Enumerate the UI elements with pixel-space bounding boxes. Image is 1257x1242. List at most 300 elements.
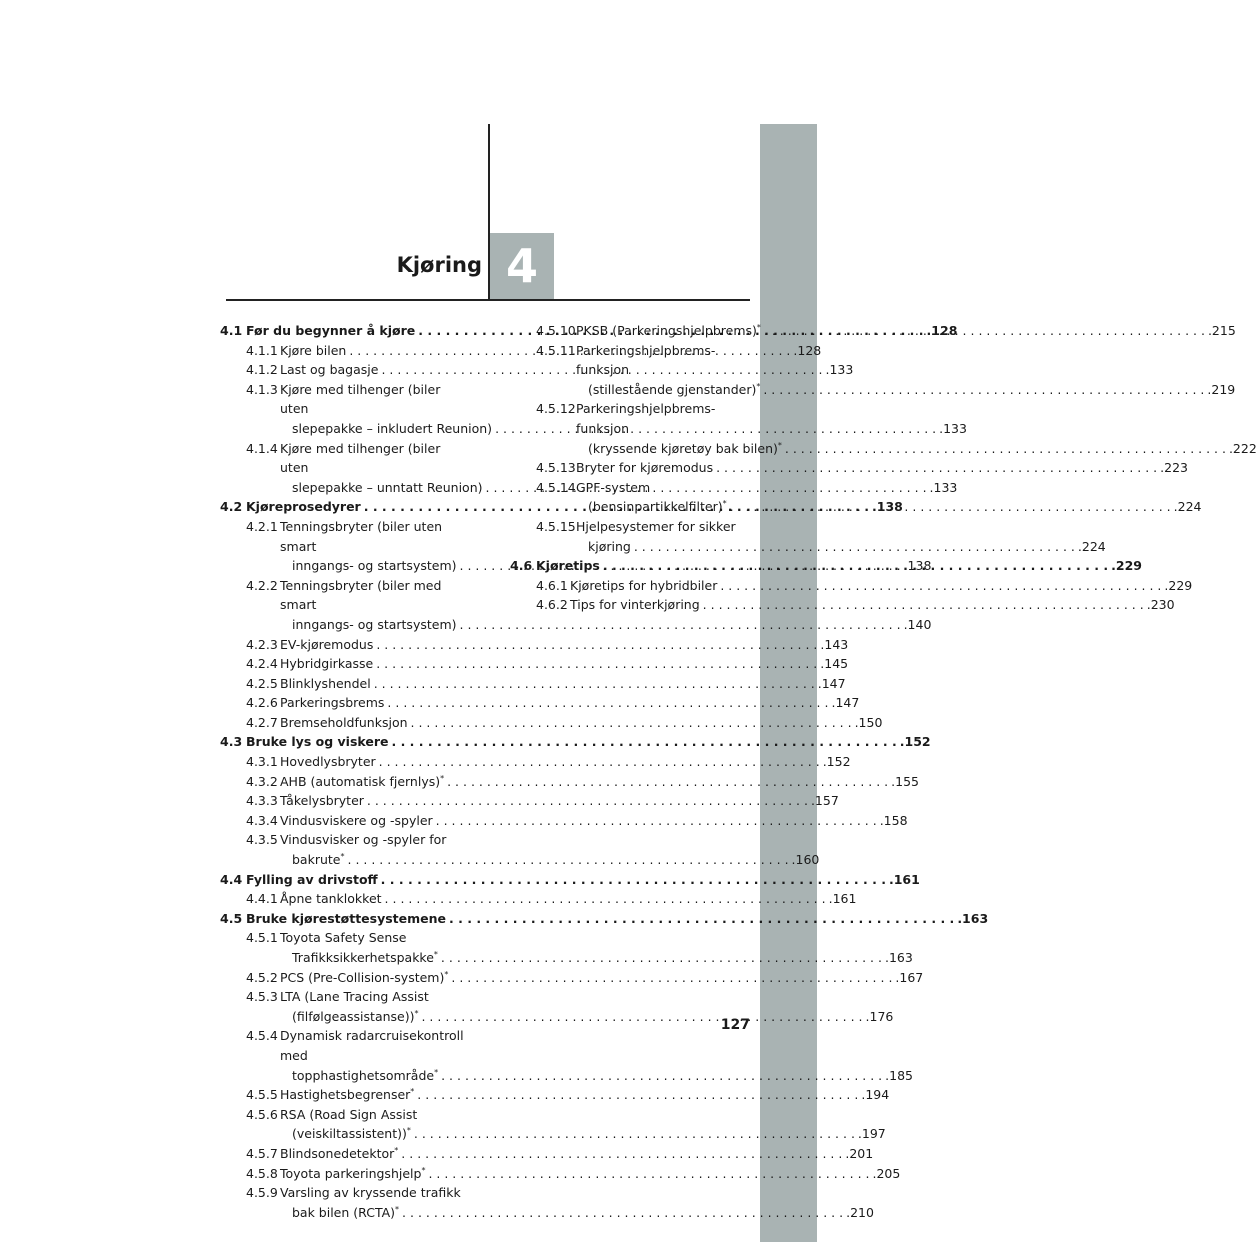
dot-leader <box>402 1205 843 1220</box>
toc-entry-page: .229 <box>1111 558 1142 574</box>
toc-entry-title <box>536 558 600 573</box>
toc-entry-number: 4.5.3 <box>246 989 278 1005</box>
dot-leader <box>447 774 888 789</box>
toc-entry-page: .163 <box>957 910 989 926</box>
toc-entry-leader-row <box>570 576 1193 596</box>
toc-entry-page: .163 <box>884 950 913 965</box>
dot-leader <box>387 695 828 710</box>
toc-entry-title <box>292 1126 411 1141</box>
toc-entry-title-text: topphastighetsområde <box>292 1067 435 1083</box>
dot-leader <box>763 382 1204 397</box>
dot-leader <box>634 539 1075 554</box>
toc-entry-title <box>280 637 373 652</box>
dot-leader <box>441 1068 882 1083</box>
toc-subsection-entry[interactable] <box>510 576 1193 596</box>
footnote-asterisk: * <box>777 440 782 450</box>
toc-entry-page: .161 <box>828 891 857 907</box>
toc-entry-page: .160 <box>791 852 820 868</box>
toc-entry-title-text: Hybridgirkasse <box>280 656 374 672</box>
toc-entry-title <box>570 578 717 593</box>
toc-entry-title <box>576 460 713 475</box>
toc-entry-body <box>570 576 1193 596</box>
toc-entry-title <box>588 441 782 456</box>
toc-entry-title <box>280 813 433 828</box>
toc-entry-title-text: Før du begynner å kjøre <box>246 323 416 338</box>
toc-subsection-entry[interactable] <box>220 1105 886 1144</box>
toc-entry-title-text: Kjøre bilen <box>280 342 347 358</box>
toc-entry-page: .128 <box>926 323 958 338</box>
toc-entry-title-text: Parkeringsbrems <box>280 695 385 711</box>
toc-entry-leader-row <box>280 1066 913 1086</box>
toc-entry-body <box>280 1183 874 1222</box>
footnote-asterisk: * <box>756 323 761 332</box>
toc-entry-title <box>280 676 371 691</box>
toc-subsection-entry[interactable] <box>510 458 1188 478</box>
toc-entry-body <box>280 674 846 694</box>
toc-entry-title-text: slepepakke – inkludert Reunion) <box>292 420 493 436</box>
toc-entry-title-text: (veiskiltassistent)) <box>292 1126 407 1142</box>
toc-entry-title <box>280 343 346 358</box>
toc-entry-title-text: Blindsonedetektor <box>280 1145 395 1161</box>
toc-subsection-entry[interactable] <box>220 1183 874 1222</box>
toc-entry-number: 4.1.3 <box>246 381 278 397</box>
dot-leader <box>401 1146 842 1161</box>
toc-entry-title-text: bak bilen (RCTA) <box>292 1204 396 1220</box>
toc-entry-number: 4.5.2 <box>246 969 278 985</box>
toc-entry-number: 4.1 <box>220 323 243 338</box>
toc-entry-title-text: Fylling av drivstoff <box>246 871 378 887</box>
toc-entry-leader-row <box>280 635 849 655</box>
toc-entry-title-text: Blinklyshendel <box>280 675 371 691</box>
toc-entry-leader-row <box>246 870 920 890</box>
dot-leader <box>436 813 877 828</box>
toc-entry-title-text: (stillestående gjenstander) <box>588 381 757 397</box>
dot-leader <box>451 970 892 985</box>
toc-subsection-entry[interactable] <box>510 595 1175 615</box>
dot-leader <box>441 950 882 965</box>
toc-entry-title <box>292 421 492 436</box>
toc-entry-page: .223 <box>1160 460 1188 476</box>
toc-entry-number: 4.3 <box>220 734 243 750</box>
toc-entry-number: 4.5.13 <box>536 460 576 476</box>
toc-entry-title-line: RSA (Road Sign Assist <box>280 1106 418 1122</box>
toc-entry-leader-row <box>280 772 919 792</box>
toc-entry-title-text: Tips for vinterkjøring <box>570 597 700 613</box>
toc-entry-leader-row <box>280 1124 886 1144</box>
toc-entry-page: .219 <box>1207 381 1236 397</box>
chapter-number-box <box>490 233 554 299</box>
toc-subsection-entry[interactable] <box>220 752 851 772</box>
footnote-asterisk: * <box>406 1126 411 1136</box>
toc-entry-title <box>570 597 700 612</box>
dot-leader <box>411 715 852 730</box>
toc-entry-body <box>576 458 1188 478</box>
toc-entry-number: 4.6.1 <box>536 577 568 593</box>
toc-entry-title-text: Bruke lys og viskere <box>246 734 389 750</box>
toc-entry-title-line: Tenningsbryter (biler med smart <box>280 577 442 613</box>
toc-entry-title <box>588 382 760 397</box>
dot-leader <box>348 852 789 867</box>
toc-entry-title <box>292 1205 399 1220</box>
toc-entry-number: 4.2.2 <box>246 577 278 593</box>
dot-leader <box>730 499 1171 514</box>
toc-entry-page: .155 <box>891 773 919 789</box>
toc-entry-number: 4.3.5 <box>246 832 278 848</box>
dot-leader <box>460 617 901 632</box>
toc-entry-leader-row <box>280 1164 901 1184</box>
toc-entry-page: .197 <box>857 1126 886 1142</box>
toc-entry-page: .230 <box>1146 597 1175 613</box>
toc-entry-title-line: Tenningsbryter (biler uten smart <box>280 518 443 554</box>
toc-entry-page: .147 <box>817 675 846 691</box>
toc-subsection-entry[interactable] <box>510 517 1106 556</box>
toc-entry-body <box>280 772 919 792</box>
toc-entry-page: .194 <box>861 1087 890 1103</box>
toc-entry-title <box>576 323 761 338</box>
toc-entry-title-text: kjøring <box>588 538 631 554</box>
toc-entry-number: 4.5.6 <box>246 1106 278 1122</box>
page-number: 127 <box>720 1017 750 1033</box>
dot-leader <box>449 911 954 926</box>
dot-leader <box>385 891 826 906</box>
toc-entry-page: .215 <box>1207 323 1236 338</box>
toc-entry-number: 4.5.9 <box>246 1185 278 1201</box>
toc-entry-body <box>280 693 860 713</box>
toc-entry-leader-row <box>280 713 883 733</box>
toc-entry-leader-row <box>280 615 932 635</box>
toc-entry-page: .176 <box>865 1008 894 1024</box>
toc-section-entry[interactable] <box>220 732 931 752</box>
toc-entry-title <box>292 480 483 495</box>
toc-subsection-entry[interactable] <box>220 674 846 694</box>
toc-entry-leader-row <box>280 850 820 870</box>
toc-entry-title <box>280 1087 414 1102</box>
toc-entry-page: .138 <box>903 558 932 574</box>
toc-entry-page: .224 <box>1173 499 1202 515</box>
toc-entry-body <box>280 654 849 674</box>
toc-entry-number: 4.2.5 <box>246 675 278 691</box>
toc-entry-body <box>280 968 924 988</box>
toc-entry-page: .138 <box>872 499 903 515</box>
toc-entry-title <box>246 911 446 926</box>
toc-entry-body <box>280 811 908 831</box>
toc-entry-title <box>292 1068 438 1083</box>
footnote-asterisk: * <box>410 1087 415 1097</box>
footnote-asterisk: * <box>421 1165 426 1175</box>
toc-entry-leader-row <box>280 948 913 968</box>
toc-entry-title-text: Bruke kjørestøttesystemene <box>246 910 447 926</box>
toc-entry-page: .143 <box>820 636 849 652</box>
dot-leader <box>720 578 1161 593</box>
footnote-asterisk: * <box>433 950 438 959</box>
dot-leader <box>764 323 1205 338</box>
toc-entry-title-text: EV-kjøremodus <box>280 636 374 652</box>
toc-entry-leader-row <box>246 909 989 929</box>
toc-entry-body <box>280 1144 874 1164</box>
toc-entry-page: .157 <box>810 793 839 809</box>
toc-entry-body <box>280 713 883 733</box>
dot-leader <box>428 1166 869 1181</box>
toc-subsection-entry[interactable] <box>220 1144 874 1164</box>
footnote-asterisk: * <box>414 1008 419 1018</box>
toc-entry-page: .150 <box>854 714 883 730</box>
toc-subsection-entry[interactable] <box>220 1164 901 1184</box>
toc-entry-body <box>280 889 857 909</box>
toc-entry-leader-row <box>570 595 1175 615</box>
toc-entry-title <box>280 793 364 808</box>
toc-entry-number: 4.3.3 <box>246 793 278 809</box>
toc-subsection-entry[interactable] <box>220 968 924 988</box>
toc-entry-leader-row <box>280 1085 890 1105</box>
dot-leader <box>367 793 808 808</box>
toc-entry-number: 4.1.2 <box>246 362 278 378</box>
toc-entry-title-text: Åpne tanklokket <box>280 891 382 907</box>
toc-entry-leader-row <box>576 537 1106 557</box>
toc-entry-title <box>280 1146 398 1161</box>
dot-leader <box>376 656 817 671</box>
toc-entry-leader-row <box>280 752 851 772</box>
toc-entry-body <box>280 1026 913 1085</box>
toc-entry-page: .145 <box>820 656 849 672</box>
footnote-asterisk: * <box>440 773 445 783</box>
toc-subsection-entry[interactable] <box>220 830 820 869</box>
toc-entry-title-line: Hjelpesystemer for sikker <box>576 518 736 534</box>
toc-entry-title <box>280 970 448 985</box>
toc-entry-body <box>570 595 1175 615</box>
toc-entry-title-line: Dynamisk radarcruisekontroll med <box>280 1028 464 1063</box>
toc-entry-page: .210 <box>846 1204 874 1220</box>
toc-subsection-entry[interactable] <box>220 713 883 733</box>
toc-entry-leader-row <box>576 380 1236 400</box>
toc-entry-leader-row <box>280 968 924 988</box>
toc-entry-page: .185 <box>885 1067 913 1083</box>
footnote-asterisk: * <box>340 852 345 862</box>
toc-entry-number: 4.5.5 <box>246 1087 278 1103</box>
toc-entry-title-text: (filfølgeassistanse)) <box>292 1008 415 1024</box>
toc-entry-title-text: (kryssende kjøretøy bak bilen) <box>588 440 778 456</box>
header-horizontal-rule <box>226 299 750 301</box>
toc-entry-title <box>280 774 444 789</box>
toc-entry-title <box>292 558 457 573</box>
toc-entry-page: .140 <box>903 616 932 632</box>
toc-entry-body <box>280 1085 890 1105</box>
toc-entry-page: .152 <box>822 754 851 770</box>
toc-entry-leader-row <box>576 458 1188 478</box>
toc-entry-title-text: Bremseholdfunksjon <box>280 714 408 730</box>
toc-entry-leader-row <box>280 693 860 713</box>
toc-subsection-entry[interactable] <box>220 928 913 967</box>
toc-entry-title-line: Parkeringshjelpbrems-funksjon <box>576 342 716 378</box>
toc-entry-page: .161 <box>888 871 920 887</box>
toc-entry-title <box>246 872 378 887</box>
toc-entry-title <box>280 362 378 377</box>
toc-entry-body <box>280 1164 901 1184</box>
toc-entry-title-text: Kjøretips for hybridbiler <box>570 577 718 593</box>
toc-entry-title-line: GPF-system <box>576 479 651 495</box>
toc-entry-title-text: Kjøretips <box>536 558 600 574</box>
toc-subsection-entry[interactable] <box>220 1026 913 1085</box>
toc-entry-title-line: Vindusvisker og -spyler for <box>280 832 447 848</box>
toc-entry-title-text: (bensinpartikkelfilter) <box>588 499 723 515</box>
toc-entry-title <box>280 891 382 906</box>
toc-entry-body <box>280 1105 886 1144</box>
dot-leader <box>379 754 820 769</box>
toc-entry-title-text: inngangs- og startsystem) <box>292 558 457 574</box>
toc-entry-page: .222 <box>1228 440 1257 456</box>
toc-entry-page: .128 <box>793 342 822 358</box>
toc-entry-leader-row <box>280 889 857 909</box>
toc-entry-page: .205 <box>872 1165 901 1181</box>
toc-entry-number: 4.5.10 <box>536 323 576 338</box>
toc-entry-title-text: PCS (Pre-Collision-system) <box>280 969 445 985</box>
footnote-asterisk: * <box>395 1204 400 1214</box>
toc-entry-leader-row <box>280 811 908 831</box>
toc-subsection-entry[interactable] <box>220 654 849 674</box>
toc-entry-title-text: Toyota parkeringshjelp <box>280 1165 422 1181</box>
toc-entry-title-text: Hastighetsbegrenser <box>280 1087 411 1103</box>
toc-entry-number: 4.5.8 <box>246 1165 278 1181</box>
toc-entry-body <box>280 830 820 869</box>
toc-entry-number: 4.1.4 <box>246 440 278 456</box>
toc-section-entry[interactable] <box>220 870 920 890</box>
toc-entry-page: .133 <box>825 362 854 378</box>
toc-entry-title-text: Bryter for kjøremodus <box>576 460 714 476</box>
toc-section-entry[interactable] <box>220 909 989 929</box>
toc-entry-number: 4.5.12 <box>536 401 576 417</box>
toc-entry-title <box>246 323 415 338</box>
toc-entry-number: 4.5 <box>220 910 243 926</box>
toc-entry-title-text: slepepakke – unntatt Reunion) <box>292 479 483 495</box>
toc-entry-page: .224 <box>1077 538 1106 554</box>
toc-entry-leader-row <box>280 654 849 674</box>
toc-entry-title-line: Parkeringshjelpbrems-funksjon <box>576 401 716 436</box>
toc-entry-title <box>280 754 376 769</box>
toc-entry-leader-row <box>280 1144 874 1164</box>
toc-entry-number: 4.5.1 <box>246 930 278 946</box>
toc-entry-number: 4.5.14 <box>536 479 576 495</box>
toc-entry-number: 4.2.4 <box>246 656 278 672</box>
toc-entry-title <box>292 1009 418 1024</box>
toc-entry-leader-row <box>280 674 846 694</box>
toc-entry-number: 4.6.2 <box>536 597 568 613</box>
toc-entry-page: .158 <box>879 812 908 828</box>
toc-entry-title-text: Kjøreprosedyrer <box>246 499 361 515</box>
footnote-asterisk: * <box>434 1067 439 1077</box>
dot-leader <box>417 1087 858 1102</box>
toc-entry-leader-row <box>576 439 1257 459</box>
toc-entry-body <box>280 635 849 655</box>
toc-subsection-entry[interactable] <box>220 811 908 831</box>
toc-entry-title <box>246 734 388 749</box>
footnote-asterisk: * <box>394 1145 399 1155</box>
dot-leader <box>421 1009 862 1024</box>
toc-entry-body <box>280 752 851 772</box>
toc-subsection-entry[interactable] <box>220 889 857 909</box>
toc-entry-number: 4.5.15 <box>536 518 576 534</box>
toc-entry-title <box>292 950 438 965</box>
toc-entry-title <box>280 695 384 710</box>
toc-subsection-entry[interactable] <box>220 1085 890 1105</box>
toc-entry-title <box>292 617 457 632</box>
toc-entry-title-text: Hovedlysbryter <box>280 754 376 770</box>
toc-entry-number: 4.5.4 <box>246 1028 278 1044</box>
dot-leader <box>376 637 817 652</box>
toc-entry-leader-row <box>280 1203 874 1223</box>
toc-entry-title <box>588 499 727 514</box>
toc-entry-title <box>246 499 361 514</box>
toc-entry-number: 4.4.1 <box>246 891 278 907</box>
toc-entry-number: 4.1.1 <box>246 342 278 358</box>
toc-entry-leader-row <box>280 791 839 811</box>
toc-entry-page: .229 <box>1164 577 1193 593</box>
toc-entry-number: 4.2 <box>220 499 243 515</box>
toc-entry-title-line: Kjøre med tilhenger (biler uten <box>280 381 441 417</box>
toc-entry-title-line: LTA (Lane Tracing Assist <box>280 989 429 1005</box>
toc-entry-title-text: Last og bagasje <box>280 362 379 378</box>
toc-subsection-entry[interactable] <box>220 772 919 792</box>
toc-entry-page: .133 <box>929 479 958 495</box>
toc-entry-title <box>280 656 373 671</box>
dot-leader <box>381 872 886 887</box>
dot-leader <box>414 1126 855 1141</box>
footnote-asterisk: * <box>756 381 761 391</box>
dot-leader <box>603 558 1108 573</box>
toc-entry-title <box>280 715 408 730</box>
toc-entry-body <box>280 928 913 967</box>
footnote-asterisk: * <box>444 969 449 979</box>
toc-subsection-entry[interactable] <box>220 791 839 811</box>
toc-entry-page: .152 <box>899 734 931 750</box>
toc-entry-title <box>280 1166 425 1181</box>
toc-entry-title-text: PKSB (Parkeringshjelpbrems) <box>576 323 757 338</box>
toc-entry-page: .167 <box>895 969 924 985</box>
toc-entry-body <box>246 870 920 890</box>
toc-entry-page: .133 <box>939 420 967 436</box>
toc-entry-title <box>292 852 345 867</box>
toc-subsection-entry[interactable] <box>220 693 860 713</box>
toc-entry-number: 4.2.7 <box>246 714 278 730</box>
toc-entry-body <box>280 791 839 811</box>
toc-entry-number: 4.5.11 <box>536 342 576 358</box>
toc-entry-title-text: inngangs- og startsystem) <box>292 616 457 632</box>
toc-entry-page: .201 <box>845 1145 874 1161</box>
toc-entry-number: 4.3.1 <box>246 754 278 770</box>
toc-entry-title-line: Toyota Safety Sense <box>280 930 407 946</box>
toc-entry-number: 4.4 <box>220 871 243 887</box>
dot-leader <box>785 441 1226 456</box>
toc-entry-leader-row <box>246 732 931 752</box>
toc-entry-number: 4.3.2 <box>246 773 278 789</box>
toc-entry-leader-row <box>280 419 967 439</box>
toc-entry-title <box>588 539 631 554</box>
toc-subsection-entry[interactable] <box>220 635 849 655</box>
footnote-asterisk: * <box>722 499 727 509</box>
toc-entry-number: 4.3.4 <box>246 812 278 828</box>
toc-entry-title-text: Vindusviskere og -spyler <box>280 812 433 828</box>
toc-entry-body <box>576 517 1106 556</box>
toc-entry-number: 4.2.6 <box>246 695 278 711</box>
toc-entry-number: 4.6 <box>510 558 533 574</box>
toc-entry-page: .147 <box>831 695 860 711</box>
toc-entry-number: 4.5.7 <box>246 1145 278 1161</box>
dot-leader <box>703 597 1144 612</box>
toc-entry-title-line: Varsling av kryssende trafikk <box>280 1185 461 1201</box>
dot-leader <box>716 460 1157 475</box>
toc-entry-number: 4.2.1 <box>246 518 278 534</box>
dot-leader <box>374 676 815 691</box>
toc-entry-title-line: Kjøre med tilhenger (biler uten <box>280 440 441 476</box>
toc-entry-body <box>246 909 989 929</box>
